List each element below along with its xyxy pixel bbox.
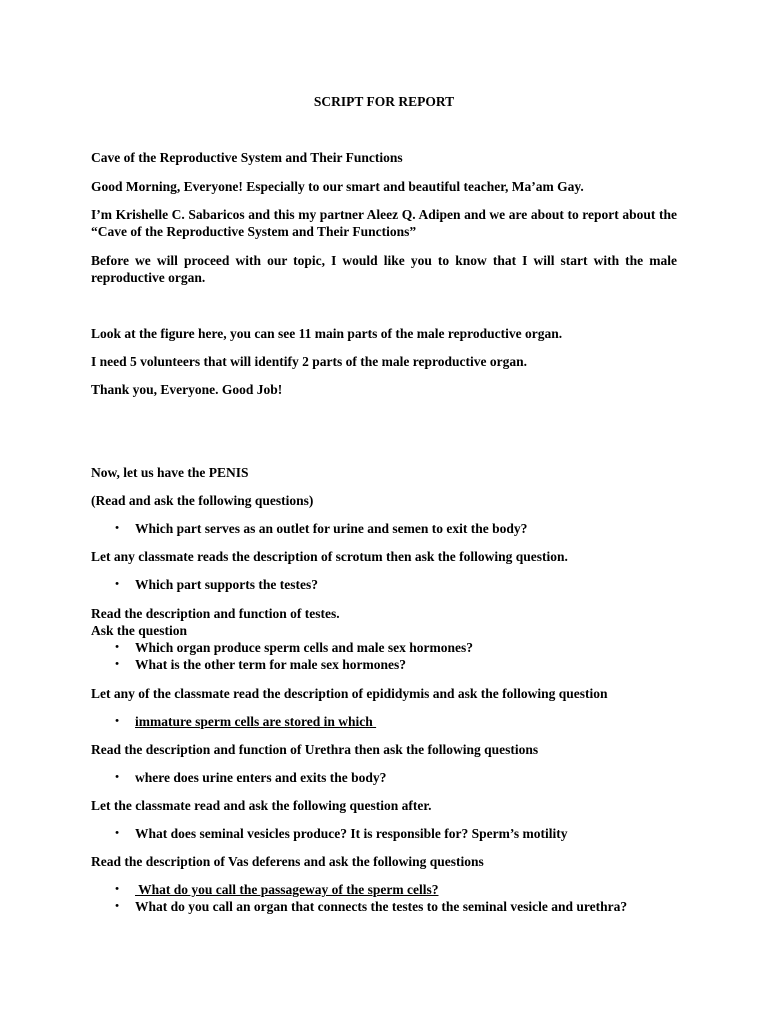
scrotum-instruction-line: Let any classmate reads the description of scrotum then ask the following question. xyxy=(91,549,568,564)
question-list-item: What do you call an organ that connects the testes to the seminal vesicle and urethra? xyxy=(135,899,628,914)
proceed-paragraph: Before we will proceed with our topic, I would like you to know that I will start with the male reproductive organ. xyxy=(91,253,677,285)
bullet-marker: • xyxy=(115,578,119,590)
document-title: SCRIPT FOR REPORT xyxy=(313,94,455,109)
bullet-marker: • xyxy=(115,658,119,670)
question-list-item: immature sperm cells are stored in which xyxy=(135,714,377,729)
question-list-item: Which part supports the testes? xyxy=(135,577,319,592)
ask-question-line: Ask the question xyxy=(91,623,188,638)
seminal-instruction-line: Let the classmate read and ask the following question after. xyxy=(91,798,432,813)
bullet-marker: • xyxy=(115,715,119,727)
bullet-marker: • xyxy=(115,641,119,653)
thanks-line: Thank you, Everyone. Good Job! xyxy=(91,382,283,397)
question-list-item: What do you call the passageway of the sperm cells? xyxy=(135,882,439,897)
figure-line: Look at the figure here, you can see 11 main parts of the male reproductive organ. xyxy=(91,326,563,341)
penis-heading-line: Now, let us have the PENIS xyxy=(91,465,249,480)
question-list-item: Which organ produce sperm cells and male sex hormones? xyxy=(135,640,473,655)
urethra-instruction-line: Read the description and function of Urethra then ask the following questions xyxy=(91,742,539,757)
instruction-line: (Read and ask the following questions) xyxy=(91,493,314,508)
bullet-marker: • xyxy=(115,883,119,895)
question-list-item: Which part serves as an outlet for urine and semen to exit the body? xyxy=(135,521,528,536)
greeting-line: Good Morning, Everyone! Especially to our smart and beautiful teacher, Ma’am Gay. xyxy=(91,179,584,194)
bullet-marker: • xyxy=(115,900,119,912)
vas-deferens-instruction-line: Read the description of Vas deferens and ask the following questions xyxy=(91,854,484,869)
topic-line: Cave of the Reproductive System and Their Functions xyxy=(91,150,403,165)
bullet-marker: • xyxy=(115,827,119,839)
question-list-item: What does seminal vesicles produce? It is responsible for? Sperm’s motility xyxy=(135,826,568,841)
question-list-item: where does urine enters and exits the body? xyxy=(135,770,387,785)
bullet-marker: • xyxy=(115,771,119,783)
introduction-paragraph: I’m Krishelle C. Sabaricos and this my partner Aleez Q. Adipen and we are about to report about the “Cave of the Reproductive System and Their Functions” xyxy=(91,207,677,239)
epididymis-instruction-line: Let any of the classmate read the description of epididymis and ask the following question xyxy=(91,686,608,701)
bullet-marker: • xyxy=(115,522,119,534)
testes-instruction-line: Read the description and function of testes. xyxy=(91,606,340,621)
volunteers-line: I need 5 volunteers that will identify 2 parts of the male reproductive organ. xyxy=(91,354,527,369)
question-list-item: What is the other term for male sex hormones? xyxy=(135,657,406,672)
